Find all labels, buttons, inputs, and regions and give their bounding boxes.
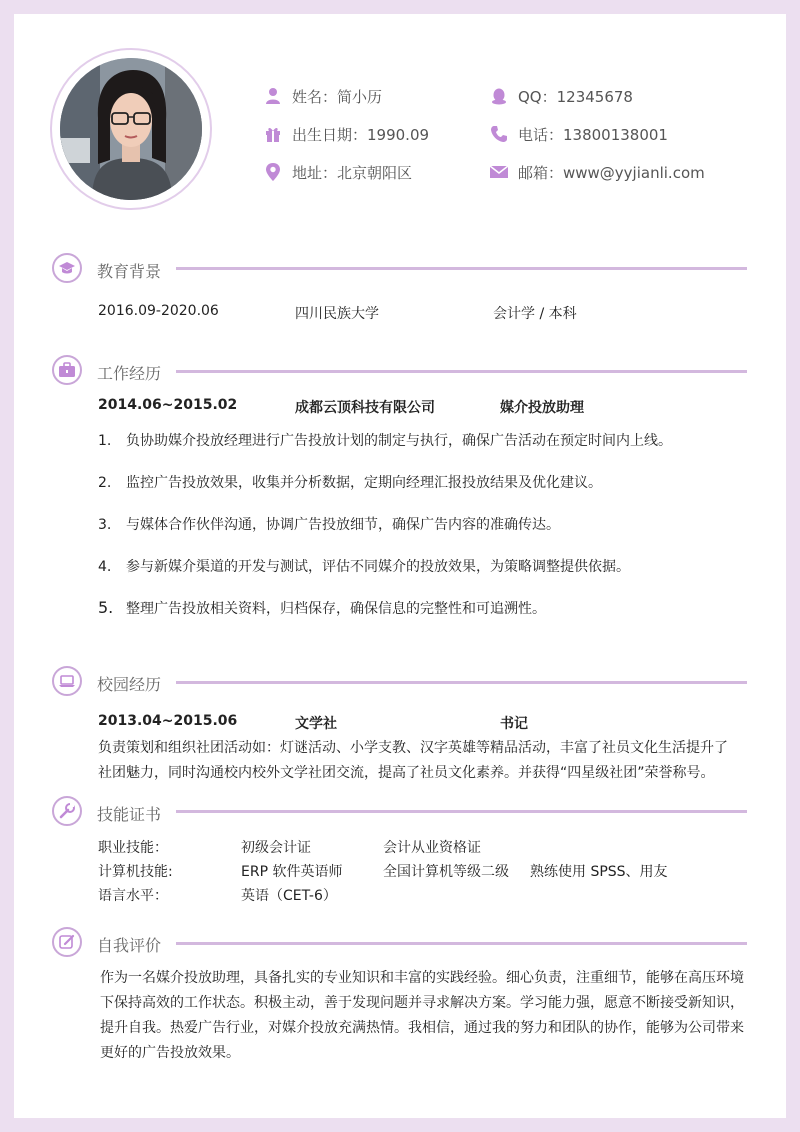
info-qq: [488, 85, 633, 107]
address-text: 地址：北京朝阳区: [292, 163, 413, 182]
person-icon: [262, 85, 284, 107]
work-position: 媒介投放助理: [500, 400, 584, 416]
self-text-line: 下保持高效的工作状态。积极主动，善于发现问题并寻求解决方案。学习能力强，愿意不断接受新知识，: [100, 995, 744, 1011]
skill-label: 语言水平：: [98, 888, 168, 904]
email-text: 邮箱：www@yyjianli.com: [518, 163, 705, 182]
info-address: [262, 161, 412, 183]
skills-divider: [176, 810, 747, 813]
skill-value: 初级会计证: [241, 840, 311, 856]
work-company: 成都云顶科技有限公司: [295, 400, 435, 416]
skill-value: ERP 软件英语师: [241, 864, 343, 880]
education-school: 四川民族大学: [295, 306, 379, 322]
campus-role: 书记: [500, 716, 528, 732]
duty-item: 5. 整理广告投放相关资料，归档保存，确保信息的完整性和可追溯性。: [98, 598, 546, 617]
edit-icon: [52, 927, 82, 957]
skill-label: 计算机技能:: [98, 864, 173, 880]
phone-icon: [488, 123, 510, 145]
campus-desc-line: 社团魅力，同时沟通校内校外文学社团交流，提高了社员文化素养。并获得“四星级社团”荣誉称号。: [98, 765, 715, 781]
education-major: 会计学 / 本科: [493, 306, 577, 322]
graduation-cap-icon: [52, 253, 82, 283]
info-email: [488, 161, 705, 183]
skills-title: 技能证书: [97, 805, 162, 824]
phone-text: 电话：13800138001: [518, 125, 668, 144]
avatar: [60, 58, 202, 200]
wrench-icon: [52, 796, 82, 826]
info-name: [262, 85, 382, 107]
work-divider: [176, 370, 747, 373]
education-title: 教育背景: [97, 262, 162, 281]
briefcase-icon: [52, 355, 82, 385]
education-period: 2016.09-2020.06: [98, 303, 219, 319]
info-phone: [488, 123, 668, 145]
duty-item: 1. 负协助媒介投放经理进行广告投放计划的制定与执行，确保广告活动在预定时间内上线。: [98, 433, 672, 449]
qq-icon: [488, 85, 510, 107]
self-text-line: 更好的广告投放效果。: [100, 1045, 240, 1061]
campus-title: 校园经历: [97, 675, 162, 694]
self-divider: [176, 942, 747, 945]
skill-value: 会计从业资格证: [383, 840, 481, 856]
self-text-line: 作为一名媒介投放助理，具备扎实的专业知识和丰富的实践经验。细心负责，注重细节，能够在高压环境: [100, 970, 744, 986]
gift-icon: [262, 123, 284, 145]
self-text-line: 提升自我。热爱广告行业，对媒介投放充满热情。我相信，通过我的努力和团队的协作，能够为公司带来: [100, 1020, 744, 1036]
location-pin-icon: [262, 161, 284, 183]
work-title: 工作经历: [97, 364, 162, 383]
campus-period: 2013.04~2015.06: [98, 713, 238, 729]
skill-label: 职业技能：: [98, 840, 168, 856]
work-period: 2014.06~2015.02: [98, 397, 238, 413]
campus-desc-line: 负责策划和组织社团活动如：灯谜活动、小学支教、汉字英雄等精品活动，丰富了社员文化生活提升了: [98, 740, 728, 756]
qq-text: QQ：12345678: [518, 87, 633, 106]
duty-item: 4. 参与新媒介渠道的开发与测试，评估不同媒介的投放效果，为策略调整提供依据。: [98, 559, 630, 575]
skill-value: 全国计算机等级二级: [383, 864, 509, 880]
skill-value: 熟练使用 SPSS、用友: [530, 864, 668, 880]
duty-item: 2. 监控广告投放效果，收集并分析数据，定期向经理汇报投放结果及优化建议。: [98, 475, 602, 491]
mail-icon: [488, 161, 510, 183]
campus-org: 文学社: [295, 716, 337, 732]
birth-text: 出生日期：1990.09: [292, 125, 430, 144]
self-title: 自我评价: [97, 936, 162, 955]
education-divider: [176, 267, 747, 270]
info-birth: [262, 123, 429, 145]
duty-item: 3. 与媒体合作伙伴沟通，协调广告投放细节，确保广告内容的准确传达。: [98, 517, 560, 533]
laptop-icon: [52, 666, 82, 696]
name-text: 姓名：简小历: [292, 87, 383, 106]
campus-divider: [176, 681, 747, 684]
skill-value: 英语（CET-6）: [241, 888, 337, 904]
avatar-frame: [50, 48, 212, 210]
